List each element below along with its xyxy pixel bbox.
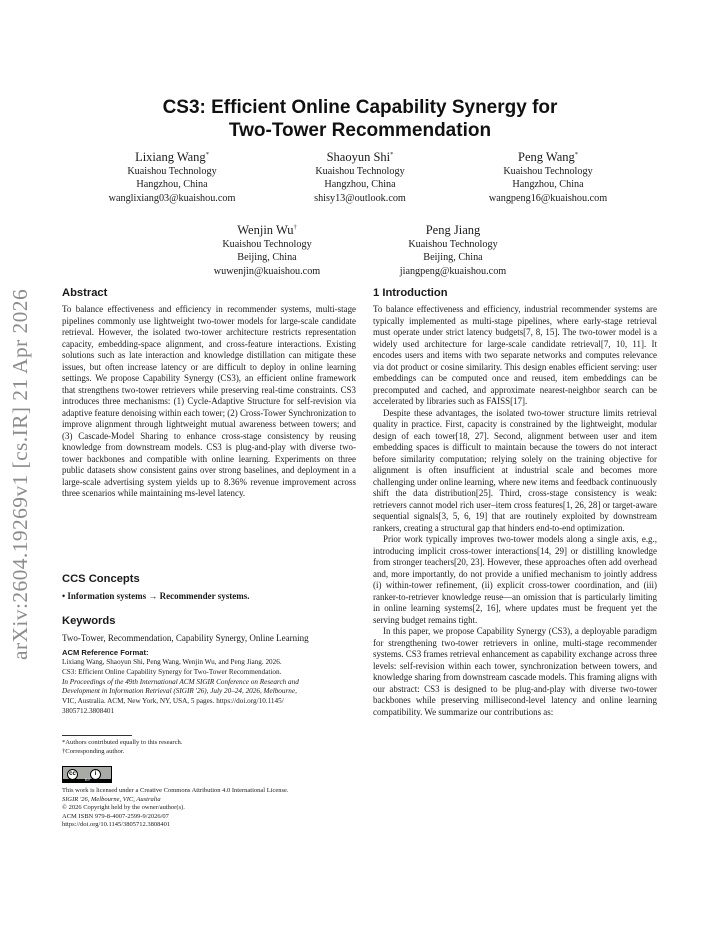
abstract-text: To balance effectiveness and efficiency in recommender systems, multi-stage pipelines commonly use lightweight two-tower models for large-scale candidate retrieval. However, the isolated two-tower architecture restricts representation capacity, embedding-space alignment, and cross-feature interactions. Existing solutions such as late interaction and knowledge distillation can mitigate these issues, but often increase latency or are difficult to deploy in online learning settings. We propose Capability Synergy (CS3), an efficient online framework that strengthens two-tower retrievers while preserving real-time constraints. CS3 introduces three mechanisms: (1) Cycle-Adaptive Structure for self-revision via adaptive feature denoising within each tower; (2) Cross-Tower Synchronization to improve alignment through lightweight mutual awareness between towers; and (3) Cascade-Model Sharing to enhance cross-stage consistency by reusing knowledge from downstream models. CS3 is plug-and-play with diverse two-tower backbones and compatible with online learning. Experiments on three public datasets show consistent gains over strong baselines, and deployment in a large-scale advertising system yields up to 8.36% revenue improvement across three scenarios while maintaining ms-level latency. [62,304,356,498]
author-location: Hangzhou, China [512,179,584,191]
license-line: ACM ISBN 979-8-4007-2599-9/2026/07 [62,812,169,820]
footnotes [62,738,356,756]
keywords-heading: Keywords [62,615,116,627]
author-affiliation: Kuaishou Technology [503,166,593,178]
author-name: Wenjin Wu† [237,223,297,238]
author-block [363,220,543,278]
intro-paragraph-3: Prior work typically improves two-tower models along a single axis, e.g., introducing implicit cross-tower interactions[14, 29] or distilling knowledge from stronger teachers[20, 23]. However, these approaches often add overhead and, more importantly, do not provide a unified mechanism to jointly address (i) within-tower refinement, (ii) explicit cross-tower coordination, and (iii) ranker-to-retriever knowledge reuse—an omission that is particularly limiting in online learning systems[2, 16], where updates must be frequent yet the serving budget remains tight. [373,534,657,625]
license-band: BY [63,779,111,782]
license-line: SIGIR '26, Melbourne, VIC, Australia [62,795,161,803]
acm-reference-line[interactable]: 3805712.3808401 [62,706,115,715]
author-affiliation: Kuaishou Technology [315,166,405,178]
author-name: Peng Wang* [518,150,578,165]
author-location: Beijing, China [237,252,297,264]
author-name: Peng Jiang [425,223,481,238]
author-email[interactable]: wangpeng16@kuaishou.com [488,192,608,204]
introduction-section [373,286,657,718]
title-line-1: CS3: Efficient Online Capability Synergy for [162,97,558,118]
author-affiliation: Kuaishou Technology [222,239,312,251]
cc-by-license-badge[interactable] [62,766,112,783]
acm-reference-heading: ACM Reference Format: [62,648,149,657]
intro-paragraph-4: In this paper, we propose Capability Synergy (CS3), a deployable paradigm for strengthening two-tower retrievers in online, multi-stage recommender systems. CS3 frames retrieval enhancement as capability exchange across three levels: self-revision within each tower, synchronization between towers, and knowledge sharing from downstream cascade models. This framing aligns with our abstract: CS3 is designed to be plug-and-play with diverse two-tower backbones while preserving millisecond-level latency and online learning compatibility. We summarize our contributions as: [373,626,657,717]
license-block [62,787,356,830]
author-email[interactable]: wanglixiang03@kuaishou.com [108,192,236,204]
author-name: Lixiang Wang* [135,150,209,165]
footnote-equal-contribution: *Authors contributed equally to this research. [62,739,183,746]
arxiv-identifier[interactable]: arXiv:2604.19269v1 [cs.IR] 21 Apr 2026 [8,288,32,660]
footnote-corresponding: †Corresponding author. [62,748,125,755]
attribution-person-icon: i [90,769,101,780]
keywords-section [62,614,356,644]
keywords-text: Two-Tower, Recommendation, Capability Synergy, Online Learning [62,633,309,643]
acm-reference-line: Development in Information Retrieval (SIGIR '26), July 20–24, 2026, Melbourne, [62,687,297,696]
paper-title [90,96,630,142]
license-line[interactable]: https://doi.org/10.1145/3805712.3808401 [62,821,171,829]
abstract-heading: Abstract [62,287,108,299]
acm-reference-line: Lixiang Wang, Shaoyun Shi, Peng Wang, Wenjin Wu, and Peng Jiang. 2026. [62,658,282,666]
author-block [82,147,262,205]
introduction-heading: 1 Introduction [373,287,448,299]
author-location: Hangzhou, China [324,179,396,191]
author-block [177,220,357,278]
author-location: Hangzhou, China [136,179,208,191]
author-email[interactable]: jiangpeng@kuaishou.com [399,265,507,277]
author-name: Shaoyun Shi* [326,150,394,165]
acm-reference-line[interactable]: VIC, Australia. ACM, New York, NY, USA, 5 pages. https://doi.org/10.1145/ [62,697,284,706]
intro-paragraph-1: To balance effectiveness and efficiency, industrial recommender systems are typically implemented as multi-stage pipelines, where early-stage retrieval must operate under strict latency budgets[7, 8, 15]. The two-tower model is a widely used architecture for large-scale candidate retrieval[7, 10, 11]. It encodes users and items with two separate networks and computes relevance via dot product or cosine similarity. This design enables efficient serving: user embeddings can be computed once and reused, item embeddings can be precomputed and cached, and approximate nearest-neighbor search can be accelerated by libraries such as FAISS[17]. [373,304,657,406]
license-line: © 2026 Copyright held by the owner/author(s). [62,804,185,812]
title-line-2: Two-Tower Recommendation [228,120,492,141]
author-email[interactable]: wuwenjin@kuaishou.com [213,265,321,277]
cc-icon: cc [67,769,78,780]
ccs-item: • Information systems → Recommender systems. [62,591,250,601]
author-affiliation: Kuaishou Technology [127,166,217,178]
ccs-section [62,572,356,602]
acm-reference-line: In Proceedings of the 49th International ACM SIGIR Conference on Research and [62,677,299,686]
footnote-rule [62,735,132,736]
intro-paragraph-2: Despite these advantages, the isolated two-tower structure limits retrieval quality in practice. First, capacity is constrained by the lightweight, modular design of each tower[18, 27]. Second, alignment between user and item embedding spaces is difficult to maintain because the towers do not interact before similarity computation; relying solely on the training objective for alignment is often insufficient at industrial scale and becomes more challenging under online learning, where new items and feedback continuously shift the data distribution[25]. Third, cross-stage consistency is weak: retrievers cannot model rich user–item cross features[1, 26, 28] or target-aware sequential signals[3, 5, 6, 19] that are routinely exploited by downstream rankers, creating a structural gap that hinders end-to-end optimization. [373,407,657,533]
ccs-heading: CCS Concepts [62,573,140,585]
acm-reference-line: CS3: Efficient Online Capability Synergy for Two-Tower Recommendation. [62,667,282,676]
author-email[interactable]: shisy13@outlook.com [314,192,406,204]
author-location: Beijing, China [423,252,483,264]
license-line[interactable]: This work is licensed under a Creative Commons Attribution 4.0 International License. [62,787,289,794]
author-block [458,147,638,205]
abstract-section [62,286,356,500]
acm-reference [62,648,356,717]
author-affiliation: Kuaishou Technology [408,239,498,251]
author-block [270,147,450,205]
